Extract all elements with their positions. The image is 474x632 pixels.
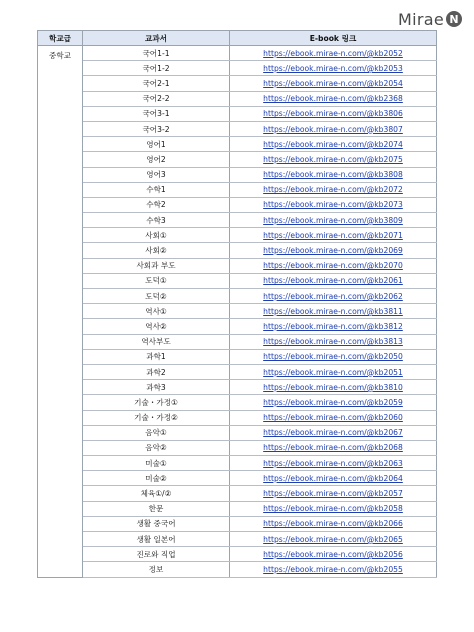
ebook-link[interactable]: https://ebook.mirae-n.com/@kb2067 [263,428,403,438]
table-row [38,380,437,395]
textbook-cell: 과학3 [83,380,230,395]
textbook-cell: 국어1-1 [83,46,230,61]
textbook-cell: 수학3 [83,213,230,228]
ebook-link[interactable]: https://ebook.mirae-n.com/@kb2064 [263,473,403,483]
textbook-cell: 역사② [83,319,230,334]
textbook-cell: 체육①/② [83,486,230,501]
textbook-cell: 영어1 [83,137,230,152]
textbook-cell: 과학2 [83,364,230,379]
table-body [38,46,437,578]
ebook-link-cell [230,91,437,106]
table-row [38,486,437,501]
ebook-link-cell [230,425,437,440]
textbook-cell: 국어3-2 [83,121,230,136]
textbook-cell: 음악① [83,425,230,440]
ebook-link-cell [230,243,437,258]
ebook-link-cell [230,440,437,455]
textbook-cell: 도덕① [83,273,230,288]
ebook-link[interactable]: https://ebook.mirae-n.com/@kb2051 [263,367,403,377]
textbook-cell: 도덕② [83,289,230,304]
table-row [38,364,437,379]
ebook-link[interactable]: https://ebook.mirae-n.com/@kb2050 [263,352,403,362]
ebook-link-cell [230,349,437,364]
ebook-link-cell [230,106,437,121]
table-row [38,228,437,243]
ebook-link[interactable]: https://ebook.mirae-n.com/@kb3811 [263,306,403,316]
textbook-cell: 국어3-1 [83,106,230,121]
table-row [38,167,437,182]
ebook-link[interactable]: https://ebook.mirae-n.com/@kb2057 [263,489,403,499]
ebook-link-cell [230,471,437,486]
table-row [38,46,437,61]
ebook-link-cell [230,547,437,562]
ebook-link[interactable]: https://ebook.mirae-n.com/@kb3809 [263,215,403,225]
ebook-link[interactable]: https://ebook.mirae-n.com/@kb2071 [263,230,403,240]
ebook-link-cell [230,456,437,471]
table-row [38,182,437,197]
ebook-link[interactable]: https://ebook.mirae-n.com/@kb2052 [263,48,403,58]
ebook-link-cell [230,410,437,425]
table-row [38,425,437,440]
ebook-link[interactable]: https://ebook.mirae-n.com/@kb2062 [263,291,403,301]
table-row [38,213,437,228]
table-row [38,76,437,91]
ebook-link-cell [230,152,437,167]
table-row [38,395,437,410]
ebook-link-cell [230,46,437,61]
table-row [38,532,437,547]
textbook-cell: 미술① [83,456,230,471]
ebook-link[interactable]: https://ebook.mirae-n.com/@kb2368 [263,94,403,104]
ebook-link-cell [230,76,437,91]
ebook-link-cell [230,395,437,410]
ebook-link[interactable]: https://ebook.mirae-n.com/@kb2075 [263,154,403,164]
ebook-link-cell [230,182,437,197]
table-header-row [38,31,437,46]
textbook-cell: 과학1 [83,349,230,364]
ebook-link[interactable]: https://ebook.mirae-n.com/@kb3808 [263,170,403,180]
table-row [38,334,437,349]
logo-text: Mirae [398,9,444,29]
ebook-link-cell [230,258,437,273]
textbook-cell: 사회① [83,228,230,243]
textbook-cell: 정보 [83,562,230,577]
ebook-link-cell [230,289,437,304]
ebook-link-cell [230,137,437,152]
table-row [38,319,437,334]
ebook-link[interactable]: https://ebook.mirae-n.com/@kb2055 [263,564,403,574]
ebook-link-cell [230,334,437,349]
ebook-link[interactable]: https://ebook.mirae-n.com/@kb2073 [263,200,403,210]
ebook-link[interactable]: https://ebook.mirae-n.com/@kb2074 [263,139,403,149]
ebook-link[interactable]: https://ebook.mirae-n.com/@kb2069 [263,246,403,256]
ebook-link-cell [230,319,437,334]
ebook-link[interactable]: https://ebook.mirae-n.com/@kb2056 [263,549,403,559]
textbook-cell: 생활 중국어 [83,516,230,531]
textbook-cell: 기술・가정② [83,410,230,425]
ebook-link[interactable]: https://ebook.mirae-n.com/@kb2070 [263,261,403,271]
table-row [38,152,437,167]
table-row [38,304,437,319]
mirae-n-logo [398,9,462,29]
ebook-link[interactable]: https://ebook.mirae-n.com/@kb2060 [263,413,403,423]
table-row [38,197,437,212]
table-row [38,91,437,106]
ebook-link[interactable]: https://ebook.mirae-n.com/@kb2063 [263,458,403,468]
header-textbook: 교과서 [83,31,230,46]
textbook-cell: 진로와 직업 [83,547,230,562]
school-level-cell: 중학교 [38,46,83,578]
ebook-link-cell [230,197,437,212]
ebook-link[interactable]: https://ebook.mirae-n.com/@kb2072 [263,185,403,195]
table-row [38,273,437,288]
ebook-link[interactable]: https://ebook.mirae-n.com/@kb3813 [263,337,403,347]
ebook-link-cell [230,380,437,395]
ebook-link-cell [230,516,437,531]
textbook-cell: 수학1 [83,182,230,197]
ebook-link[interactable]: https://ebook.mirae-n.com/@kb3812 [263,321,403,331]
textbook-cell: 역사부도 [83,334,230,349]
logo-badge-icon: N [446,11,462,27]
ebook-link[interactable]: https://ebook.mirae-n.com/@kb3807 [263,124,403,134]
ebook-link[interactable]: https://ebook.mirae-n.com/@kb2054 [263,78,403,88]
textbook-cell: 생활 일본어 [83,532,230,547]
textbook-cell: 국어2-1 [83,76,230,91]
ebook-link-cell [230,61,437,76]
header-school-level: 학교급 [38,31,83,46]
table-row [38,516,437,531]
ebook-link[interactable]: https://ebook.mirae-n.com/@kb2059 [263,397,403,407]
ebook-link-cell [230,213,437,228]
ebook-link-cell [230,532,437,547]
table-row [38,501,437,516]
textbook-cell: 기술・가정① [83,395,230,410]
table-row [38,349,437,364]
ebook-link-cell [230,364,437,379]
table-row [38,562,437,577]
textbook-cell: 영어3 [83,167,230,182]
ebook-link[interactable]: https://ebook.mirae-n.com/@kb2053 [263,63,403,73]
table-row [38,243,437,258]
ebook-link[interactable]: https://ebook.mirae-n.com/@kb3806 [263,109,403,119]
ebook-link[interactable]: https://ebook.mirae-n.com/@kb2058 [263,504,403,514]
table-row [38,440,437,455]
ebook-link[interactable]: https://ebook.mirae-n.com/@kb2068 [263,443,403,453]
table-row [38,106,437,121]
ebook-link-cell [230,121,437,136]
table-row [38,258,437,273]
ebook-link-cell [230,273,437,288]
ebook-link-cell [230,562,437,577]
ebook-link-cell [230,304,437,319]
textbook-cell: 역사① [83,304,230,319]
ebook-link-cell [230,486,437,501]
textbook-cell: 사회② [83,243,230,258]
textbook-cell: 국어1-2 [83,61,230,76]
ebook-link[interactable]: https://ebook.mirae-n.com/@kb2061 [263,276,403,286]
ebook-link-cell [230,228,437,243]
ebook-link-cell [230,167,437,182]
textbook-cell: 국어2-2 [83,91,230,106]
textbook-cell: 한문 [83,501,230,516]
textbook-cell: 영어2 [83,152,230,167]
ebook-link-table [37,30,437,578]
ebook-link[interactable]: https://ebook.mirae-n.com/@kb2066 [263,519,403,529]
ebook-link[interactable]: https://ebook.mirae-n.com/@kb3810 [263,382,403,392]
ebook-link-cell [230,501,437,516]
table-row [38,547,437,562]
table-row [38,137,437,152]
ebook-link[interactable]: https://ebook.mirae-n.com/@kb2065 [263,534,403,544]
textbook-cell: 음악② [83,440,230,455]
table-row [38,289,437,304]
table-row [38,410,437,425]
textbook-cell: 수학2 [83,197,230,212]
textbook-cell: 미술② [83,471,230,486]
table-row [38,121,437,136]
header-ebook-link: E-book 링크 [230,31,437,46]
table-row [38,61,437,76]
textbook-cell: 사회과 부도 [83,258,230,273]
table-row [38,456,437,471]
table-row [38,471,437,486]
